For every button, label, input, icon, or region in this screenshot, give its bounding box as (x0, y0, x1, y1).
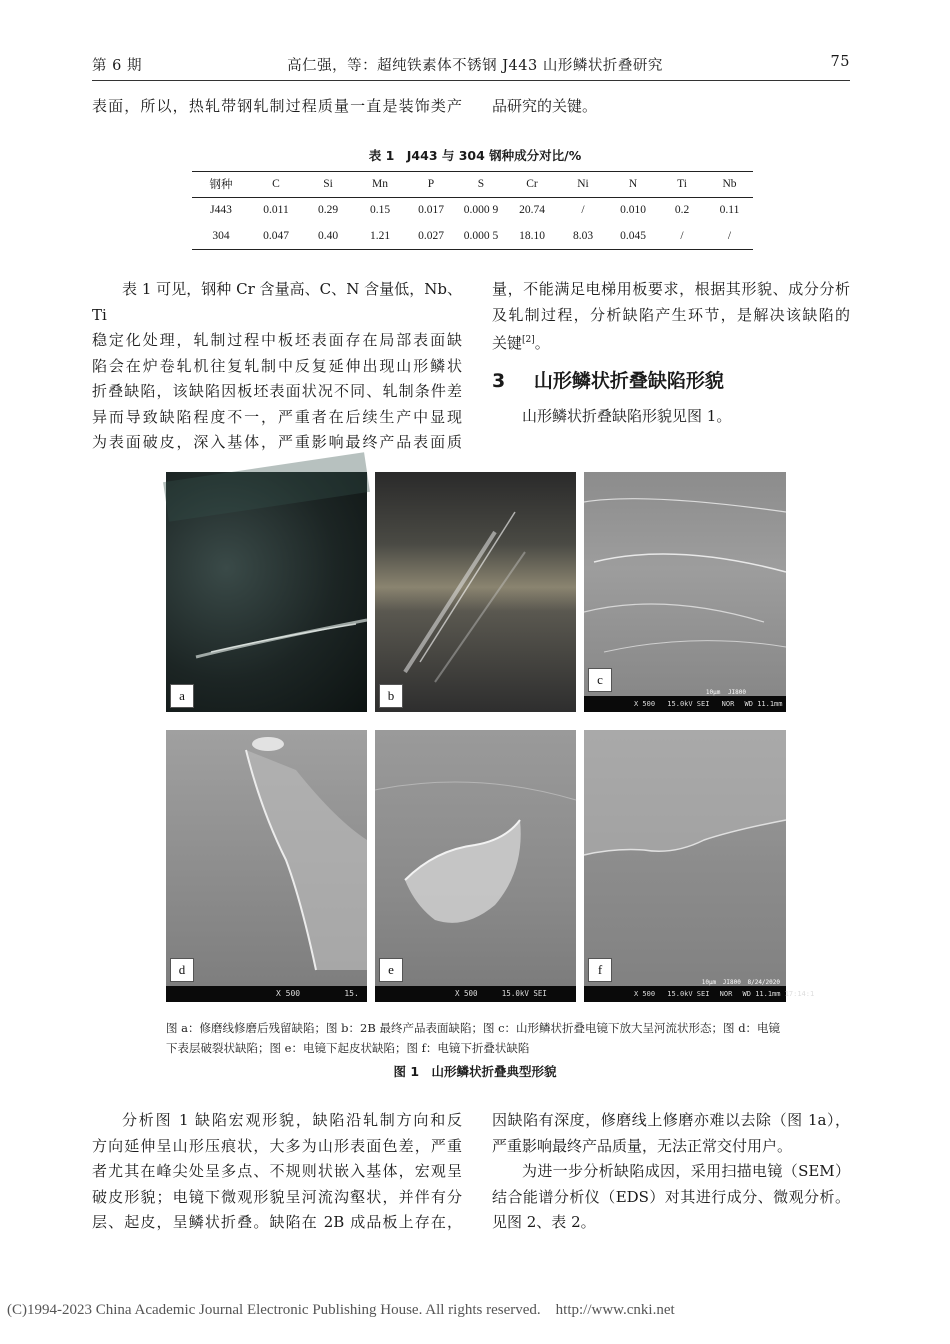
header-rule (92, 80, 850, 81)
panel-label: f (588, 958, 612, 982)
table-header-cell: Ti (677, 178, 687, 190)
sem-mode: NOR (719, 990, 733, 998)
text-line: 折叠缺陷，该缺陷因板坯表面状况不同、轧制条件差 (92, 382, 462, 400)
table-cell: 0.11 (719, 204, 740, 216)
text-fragment: 。 (534, 334, 550, 352)
figure-panel-f (584, 730, 815, 1002)
body-paragraph-right (492, 277, 850, 357)
sem-voltage: 15.0kV SEI (501, 989, 547, 998)
table-bottom-rule (192, 249, 753, 250)
table-cell: 0.29 (317, 204, 339, 216)
text-line: 者尤其在峰尖处呈多点、不规则状嵌入基体，宏观呈 (92, 1162, 462, 1180)
panel-label: d (170, 958, 194, 982)
text-line: 破皮形貌；电镜下微观形貌呈河流沟壑状，并伴有分 (92, 1187, 462, 1206)
table-row (192, 197, 753, 223)
section-heading (492, 366, 724, 393)
section-number: 3 (492, 370, 506, 392)
table-header-cell: C (272, 178, 280, 190)
sem-mode: NOR (721, 700, 735, 708)
surface-fracture-graphic (166, 730, 367, 986)
sem-instrument: JI800 (727, 689, 746, 696)
body-paragraph-left-2 (92, 1108, 462, 1236)
sem-voltage: 15.0kV SEI (667, 700, 710, 708)
table-header-cell: P (427, 178, 435, 190)
sem-info-bar (584, 986, 815, 1002)
figure-panel-a (166, 472, 367, 712)
table-cell: 0.000 9 (463, 204, 499, 216)
sem-info-bar (375, 986, 576, 1002)
text-line: 量，不能满足电梯用板要求，根据其形貌、成分分析 (492, 280, 850, 298)
sem-scale (706, 689, 746, 696)
fold-defect-graphic (584, 730, 786, 986)
sem-date: 8/24/2020 (747, 979, 780, 986)
text-line: 表 1 可见，钢种 Cr 含量高、C、N 含量低，Nb、Ti (92, 280, 462, 324)
caption-line: 图 a：修磨线修磨后残留缺陷；图 b：2B 最终产品表面缺陷；图 c：山形鳞状折叠电镜下放大呈河流状形态；图 d：电镜 (166, 1021, 781, 1035)
figure-title: 图 1 山形鳞状折叠典型形貌 (393, 1064, 557, 1079)
issue-number: 第 6 期 (92, 58, 142, 74)
sem-magnification: X 500 (455, 989, 478, 998)
text-line: 稳定化处理，轧制过程中板坯表面存在局部表面缺 (92, 331, 462, 349)
text-line: 陷会在炉卷轧机往复轧制中反复延伸出现山形鳞状 (92, 356, 462, 375)
table-header-cell: Si (323, 178, 333, 190)
text-line: 因缺陷有深度，修磨线上修磨亦难以去除（图 1a）， (492, 1111, 850, 1129)
section-intro: 山形鳞状折叠缺陷形貌见图 1。 (522, 407, 732, 425)
caption-line: 下表层破裂状缺陷；图 e：电镜下起皮状缺陷；图 f：电镜下折叠状缺陷 (166, 1041, 530, 1055)
text-line: 为表面破皮，深入基体，严重影响最终产品表面质 (92, 433, 462, 451)
table-cell: 0.40 (317, 230, 339, 242)
table-cell: 18.10 (519, 230, 545, 242)
sem-magnification: X 500 (634, 990, 656, 998)
sem-voltage: 15. (344, 989, 359, 998)
table-header-cell: Ni (577, 178, 589, 190)
text-line: 异而导致缺陷程度不一，严重者在后续生产中显现 (92, 407, 462, 426)
text-fragment: 关键 (492, 334, 523, 352)
text-line: 及轧制过程，分析缺陷产生环节，是解决该缺陷的 (492, 305, 850, 324)
figure-caption (166, 1018, 806, 1058)
sem-scale (702, 979, 780, 986)
table-cell: 20.74 (519, 204, 545, 216)
table-cell: / (581, 204, 585, 216)
table-header-row (192, 171, 753, 197)
citation-ref: [2] (522, 335, 535, 345)
body-paragraph-left (92, 277, 462, 456)
running-title: 高仁强，等：超纯铁素体不锈钢 J443 山形鳞状折叠研究 (287, 58, 663, 74)
panel-label: e (379, 958, 403, 982)
table-header-cell: Mn (372, 178, 388, 190)
page-number: 75 (830, 54, 850, 70)
section-title: 山形鳞状折叠缺陷形貌 (533, 370, 724, 392)
text-line: 为进一步分析缺陷成因，采用扫描电镜（SEM） (522, 1162, 850, 1180)
table-cell: 304 (212, 230, 230, 242)
table-header-cell: 钢种 (209, 179, 233, 191)
table-cell: 0.017 (418, 204, 444, 216)
sem-magnification: X 500 (634, 700, 656, 708)
table-cell: 1.21 (369, 230, 391, 242)
sem-working-distance: WD 11.1mm 17:14:1 (742, 990, 815, 998)
sem-info-bar (166, 986, 367, 1002)
text-line: 见图 2、表 2。 (492, 1213, 596, 1231)
panel-label: a (170, 684, 194, 708)
top-text-left: 表面，所以，热轧带钢轧制过程质量一直是装饰类产 (92, 97, 462, 115)
figure-panel-c (584, 472, 786, 712)
text-line: 严重影响最终产品质量，无法正常交付用户。 (492, 1136, 793, 1155)
top-text-right: 品研究的关键。 (492, 97, 598, 115)
sem-scale-bar-label: 10μm (701, 979, 717, 986)
table-cell: 0.2 (674, 204, 690, 216)
text-line (492, 328, 850, 357)
table-header-cell: N (628, 178, 638, 190)
sem-instrument: JI800 (722, 979, 741, 986)
table-cell: 0.15 (369, 204, 391, 216)
copyright-footer: (C)1994-2023 China Academic Journal Electronic Publishing House. All rights reserved. http://www.cnki.net (7, 1302, 675, 1318)
table-cell: 0.011 (263, 204, 289, 216)
table-cell: / (727, 230, 732, 242)
table-header-cell: Nb (722, 178, 737, 190)
text-line: 层、起皮，呈鳞状折叠。缺陷在 2B 成品板上存在， (92, 1213, 462, 1231)
defect-streak-graphic (375, 472, 576, 712)
text-line: 结合能谱分析仪（EDS）对其进行成分、微观分析。 (492, 1187, 850, 1206)
table-cell: 0.047 (263, 230, 289, 242)
panel-label: b (379, 684, 403, 708)
table-cell: 0.027 (418, 230, 444, 242)
text-line: 分析图 1 缺陷宏观形貌，缺陷沿轧制方向和反 (122, 1111, 462, 1129)
table1-title: 表 1 J443 与 304 钢种成分对比/% (368, 148, 582, 163)
sem-working-distance: WD 11.1mm (744, 700, 783, 708)
table-cell: 0.000 5 (463, 230, 499, 242)
sem-magnification: X 500 (276, 989, 301, 998)
figure-panel-b (375, 472, 576, 712)
text-line: 方向延伸呈山形压痕状，大多为山形表面色差，严重 (92, 1136, 462, 1155)
sem-scale-bar-label: 10μm (705, 689, 721, 696)
body-paragraph-right-2 (492, 1108, 850, 1236)
river-pattern-graphic (584, 472, 786, 696)
table1 (192, 171, 753, 249)
table-cell: 8.03 (572, 230, 594, 242)
defect-streak-graphic (166, 472, 367, 712)
peeling-defect-graphic (375, 730, 576, 986)
table-cell: 0.045 (620, 230, 646, 242)
table-cell: / (680, 230, 684, 242)
table-row (192, 223, 753, 249)
sem-voltage: 15.0kV SEI (667, 990, 710, 998)
panel-label: c (588, 668, 612, 692)
table-cell: J443 (210, 204, 232, 216)
sem-info-bar (584, 696, 786, 712)
table-header-cell: S (477, 178, 485, 190)
table-header-cell: Cr (526, 178, 538, 190)
table-cell: 0.010 (620, 204, 646, 216)
figure-panel-e (375, 730, 576, 1002)
figure-panel-d (166, 730, 367, 1002)
